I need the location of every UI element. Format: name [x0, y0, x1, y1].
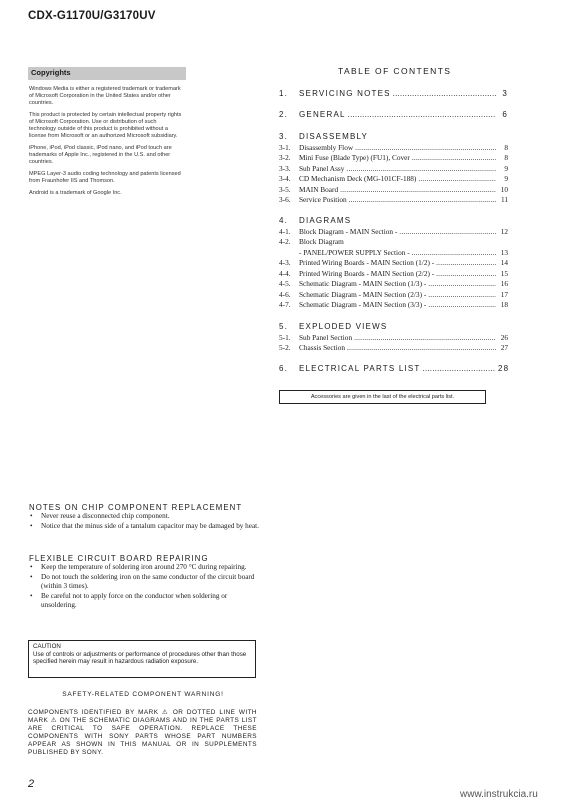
toc-num: 4-5.: [279, 279, 291, 288]
toc-num: 4-7.: [279, 300, 291, 309]
toc-entry[interactable]: [279, 174, 508, 185]
copyright-paragraph: Android is a trademark of Google Inc.: [29, 190, 122, 196]
toc-num: 5-2.: [279, 343, 291, 352]
toc-section: [279, 110, 508, 121]
toc-num: 2.: [279, 110, 289, 119]
toc-entry[interactable]: [279, 300, 508, 311]
flex-note-item: • Keep the temperature of soldering iron around 270 °C during repairing.: [29, 563, 260, 573]
chip-note-item: • Notice that the minus side of a tantalum capacitor may be damaged by heat.: [29, 522, 260, 532]
toc-entry[interactable]: [279, 290, 508, 301]
toc-num: 3-3.: [279, 163, 291, 173]
toc-num: 5.: [279, 322, 289, 331]
chip-note-item: • Never reuse a disconnected chip component.: [29, 512, 260, 522]
caution-box: [28, 640, 256, 678]
toc-page: 12: [500, 226, 508, 236]
flex-notes: [29, 554, 260, 611]
toc-heading[interactable]: [279, 216, 508, 227]
toc-entry[interactable]: [279, 237, 508, 248]
toc-leader: [393, 89, 496, 100]
toc-num: 3-1.: [279, 142, 291, 152]
toc-text: Printed Wiring Boards - MAIN Section (2/2) -: [299, 268, 435, 278]
toc-leader: [428, 300, 496, 311]
toc-text: SERVICING NOTES: [299, 89, 391, 98]
toc-entry[interactable]: [279, 258, 508, 269]
toc-num: 5-1.: [279, 332, 291, 342]
toc-entry[interactable]: [279, 333, 508, 344]
toc-text: Schematic Diagram - MAIN Section (2/3) -: [299, 289, 427, 299]
toc-page: 9: [504, 163, 508, 173]
toc-entry[interactable]: [279, 364, 508, 375]
toc-page: 11: [500, 195, 508, 204]
toc-page: 14: [500, 258, 508, 267]
toc-leader: [340, 185, 496, 196]
toc-leader: [436, 258, 496, 269]
toc-text: Service Position: [299, 195, 347, 204]
toc-num: 3-4.: [279, 174, 291, 183]
toc-num: 1.: [279, 89, 289, 98]
toc-entry[interactable]: [279, 143, 508, 154]
toc-text: Mini Fuse (Blade Type) (FU1), Cover: [299, 153, 410, 162]
toc-section: [279, 322, 508, 354]
toc-entry[interactable]: [279, 195, 508, 206]
toc-page: 18: [500, 300, 508, 309]
toc-text: Schematic Diagram - MAIN Section (3/3) -: [299, 300, 427, 309]
caution-title: CAUTION: [33, 643, 61, 650]
toc-leader: [412, 153, 496, 164]
toc-page: 6: [502, 110, 508, 119]
toc-entry[interactable]: [279, 153, 508, 164]
chip-notes-title: NOTES ON CHIP COMPONENT REPLACEMENT: [29, 503, 243, 512]
toc-text: Schematic Diagram - MAIN Section (1/3) -: [299, 279, 427, 288]
toc-page: 3: [502, 89, 508, 98]
copyright-text: [29, 86, 185, 202]
toc-leader: [346, 164, 496, 175]
toc-text: Block Diagram - MAIN Section -: [299, 226, 398, 236]
toc-page: 9: [504, 174, 508, 183]
toc-text: EXPLODED VIEWS: [299, 322, 388, 331]
caution-text: Use of controls or adjustments or performance of procedures other than those specified herein may result in hazardous radiation exposure.: [33, 650, 247, 666]
accessories-note: Accessories are given in the last of the electrical parts list.: [279, 390, 486, 404]
flex-note-item: • Do not touch the soldering iron on the same conductor of the circuit board (within 3 times).: [29, 573, 260, 592]
toc-num: 4-6.: [279, 289, 291, 299]
toc-page: 10: [500, 184, 508, 194]
toc-num: 4-3.: [279, 258, 291, 267]
toc-page: 28: [498, 364, 510, 373]
toc-text: CD Mechanism Deck (MG-101CF-188): [299, 174, 417, 183]
toc-leader: [423, 364, 496, 375]
toc-section: [279, 132, 508, 206]
toc-entry[interactable]: [279, 164, 508, 175]
toc-entry-continued[interactable]: [279, 248, 508, 259]
toc-entry[interactable]: [279, 89, 508, 100]
toc-leader: [412, 248, 496, 259]
toc-text: - PANEL/POWER SUPPLY Section -: [299, 247, 410, 257]
toc-page: 13: [500, 247, 508, 257]
toc-heading[interactable]: [279, 132, 508, 143]
toc-entry[interactable]: [279, 279, 508, 290]
toc-leader: [348, 110, 496, 121]
toc-section: [279, 216, 508, 311]
toc-text: Printed Wiring Boards - MAIN Section (1/2) -: [299, 258, 435, 267]
model-title: CDX-G1170U/G3170UV: [28, 10, 156, 22]
toc-leader: [354, 333, 496, 344]
toc-page: 17: [500, 289, 508, 299]
toc-text: GENERAL: [299, 110, 346, 119]
chip-notes: [29, 503, 260, 531]
toc-page: 16: [500, 279, 508, 288]
toc-num: 4-1.: [279, 226, 291, 236]
toc-text: Sub Panel Section: [299, 332, 353, 342]
safety-title: SAFETY-RELATED COMPONENT WARNING!: [62, 691, 224, 698]
copyright-title: Copyrights: [31, 68, 71, 77]
toc-entry[interactable]: [279, 343, 508, 354]
toc-num: 3.: [279, 132, 289, 141]
toc-entry[interactable]: [279, 269, 508, 280]
toc-num: 4.: [279, 216, 289, 225]
toc-leader: [428, 279, 496, 290]
toc-entry[interactable]: [279, 227, 508, 238]
toc-title: TABLE OF CONTENTS: [338, 66, 452, 76]
flex-notes-title: FLEXIBLE CIRCUIT BOARD REPAIRING: [29, 554, 209, 563]
toc-page: 15: [500, 268, 508, 278]
toc-text: Block Diagram: [299, 237, 344, 246]
toc-leader: [418, 174, 496, 185]
toc-entry[interactable]: [279, 110, 508, 121]
toc-num: 6.: [279, 364, 289, 373]
toc-page: 8: [504, 153, 508, 162]
toc-num: 4-4.: [279, 268, 291, 278]
toc-leader: [428, 290, 496, 301]
copyright-paragraph: iPhone, iPod, iPod classic, iPod nano, and iPod touch are trademarks of Apple Inc., registered in the U.S. and other countries.: [29, 145, 172, 165]
toc-page: 8: [504, 142, 508, 152]
toc-section: [279, 364, 508, 375]
toc-leader: [349, 195, 496, 206]
copyright-paragraph: This product is protected by certain intellectual property rights of Microsoft Corporation. Use or distribution of such technology outside of this product is prohibited without a license from Microsoft or an authorized Microsoft subsidiary.: [29, 112, 182, 139]
toc-text: ELECTRICAL PARTS LIST: [299, 364, 421, 373]
watermark: www.instrukcia.ru: [460, 789, 538, 800]
toc-leader: [436, 269, 496, 280]
page-number: 2: [28, 778, 35, 790]
safety-text: COMPONENTS IDENTIFIED BY MARK ⚠ OR DOTTED LINE WITH MARK ⚠ ON THE SCHEMATIC DIAGRAMS AND IN THE PARTS LIST ARE CRITICAL TO SAFE OPERATION. REPLACE THESE COMPONENTS WITH SONY PARTS WHOSE PART NUMBERS APPEAR AS SHOWN IN THIS MANUAL OR IN SUPPLEMENTS PUBLISHED BY SONY.: [28, 709, 257, 756]
flex-note-item: • Be careful not to apply force on the conductor when soldering or unsoldering.: [29, 592, 260, 611]
toc-leader: [347, 343, 496, 354]
toc-section: [279, 89, 508, 100]
toc-page: 27: [500, 343, 508, 352]
toc-text: MAIN Board: [299, 184, 339, 194]
toc-page: 26: [500, 332, 508, 342]
toc-text: Sub Panel Assy: [299, 163, 345, 173]
toc-text: DIAGRAMS: [299, 216, 352, 225]
copyright-paragraph: MPEG Layer-3 audio coding technology and patents licensed from Fraunhofer IIS and Thomson.: [29, 171, 181, 184]
toc-text: Chassis Section: [299, 343, 346, 352]
toc-entry[interactable]: [279, 185, 508, 196]
toc-num: 3-5.: [279, 184, 291, 194]
toc-num: 3-2.: [279, 153, 291, 162]
toc-text: Disassembly Flow: [299, 142, 354, 152]
toc-leader: [355, 143, 496, 154]
toc-text: DISASSEMBLY: [299, 132, 369, 141]
toc-leader: [399, 227, 496, 238]
copyright-paragraph: Windows Media is either a registered trademark or trademark of Microsoft Corporation in the United States and/or other countries.: [29, 86, 181, 106]
toc-num: 4-2.: [279, 237, 291, 246]
toc-num: 3-6.: [279, 195, 291, 204]
toc-heading[interactable]: [279, 322, 508, 333]
